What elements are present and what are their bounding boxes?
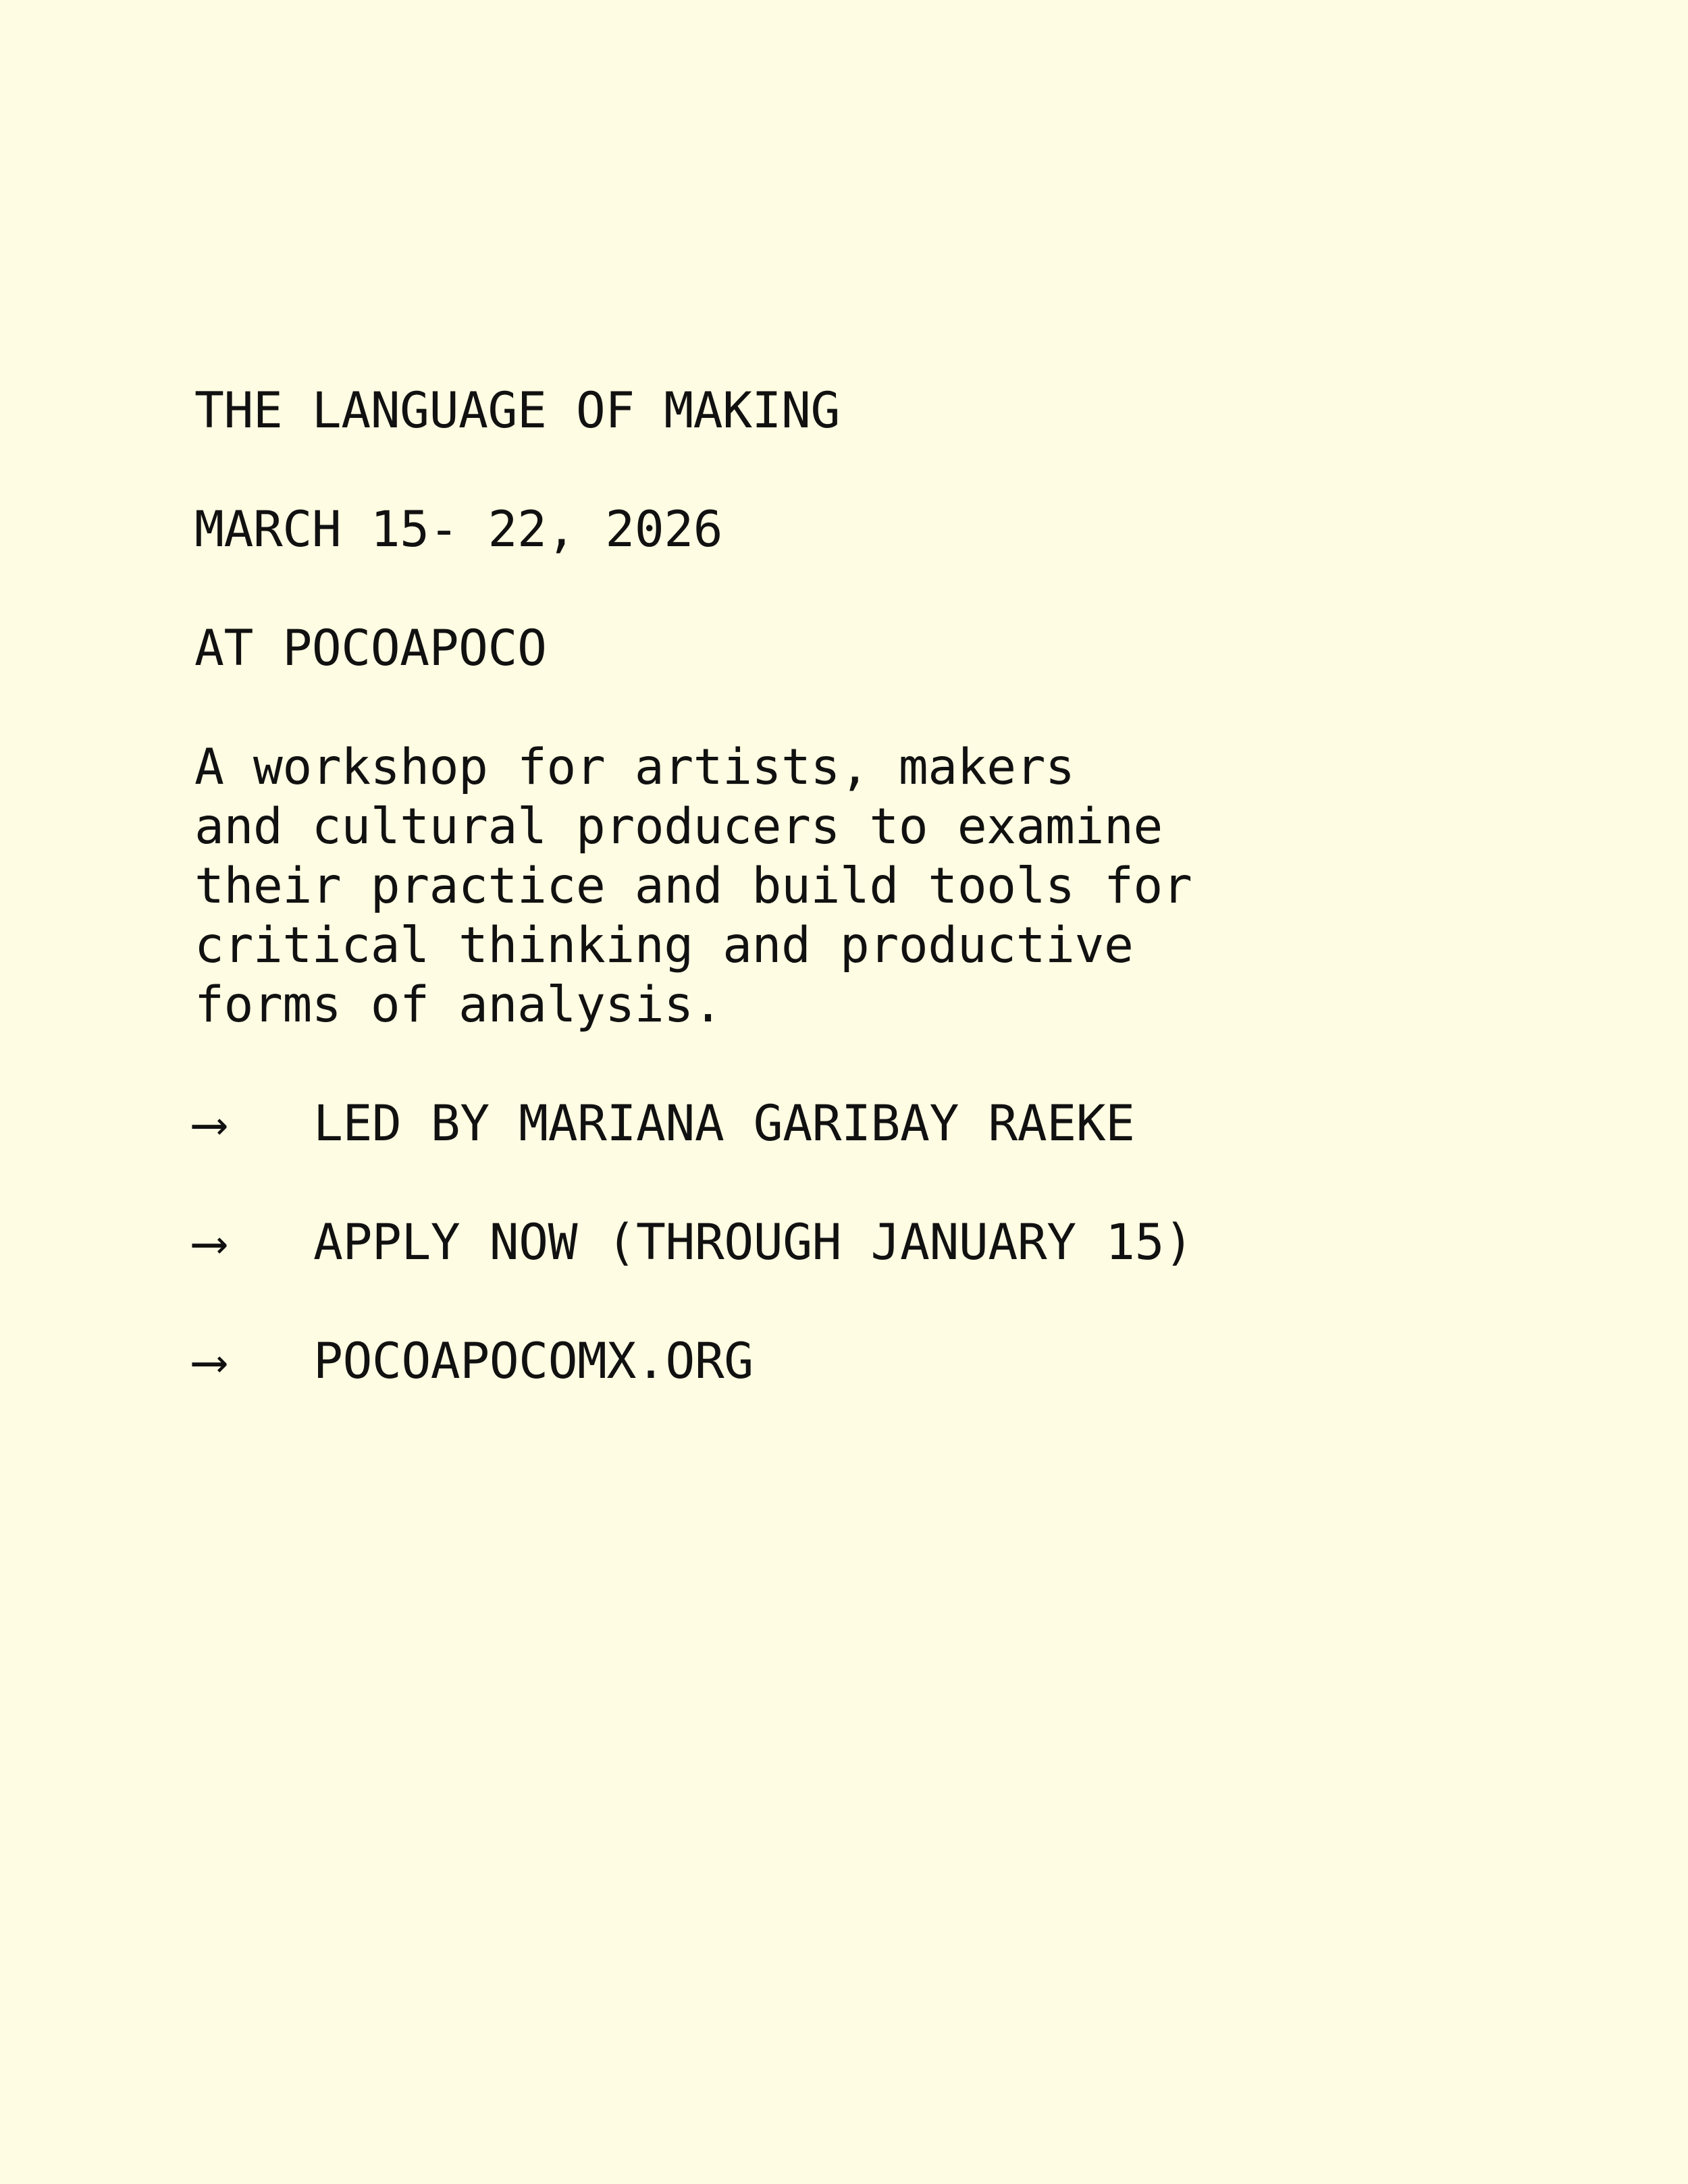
event-location: AT POCOAPOCO (194, 620, 547, 677)
apply-now-item (194, 1213, 1477, 1273)
description-line: A workshop for artists, makers (194, 739, 1075, 796)
led-by-item (194, 1094, 1477, 1154)
arrow-right-icon: ⟶ (194, 1333, 224, 1390)
event-title: THE LANGUAGE OF MAKING (194, 382, 840, 440)
description-line: critical thinking and productive (194, 917, 1134, 974)
event-description (194, 738, 1477, 1035)
event-dates: MARCH 15- 22, 2026 (194, 501, 723, 558)
spacer (194, 441, 1477, 500)
spacer (194, 1154, 1477, 1213)
description-line: forms of analysis. (194, 976, 723, 1034)
arrow-right-icon: ⟶ (194, 1095, 224, 1152)
website-item (194, 1332, 1477, 1391)
spacer (194, 560, 1477, 619)
apply-now-text: APPLY NOW (THROUGH JANUARY 15) (313, 1214, 1194, 1271)
website-text: POCOAPOCOMX.ORG (313, 1333, 754, 1390)
poster-content (194, 381, 1477, 1391)
spacer (194, 1273, 1477, 1332)
spacer (194, 678, 1477, 738)
arrow-right-icon: ⟶ (194, 1214, 224, 1271)
description-line: their practice and build tools for (194, 857, 1192, 915)
description-line: and cultural producers to examine (194, 798, 1163, 855)
spacer (194, 1035, 1477, 1094)
led-by-text: LED BY MARIANA GARIBAY RAEKE (313, 1095, 1135, 1152)
